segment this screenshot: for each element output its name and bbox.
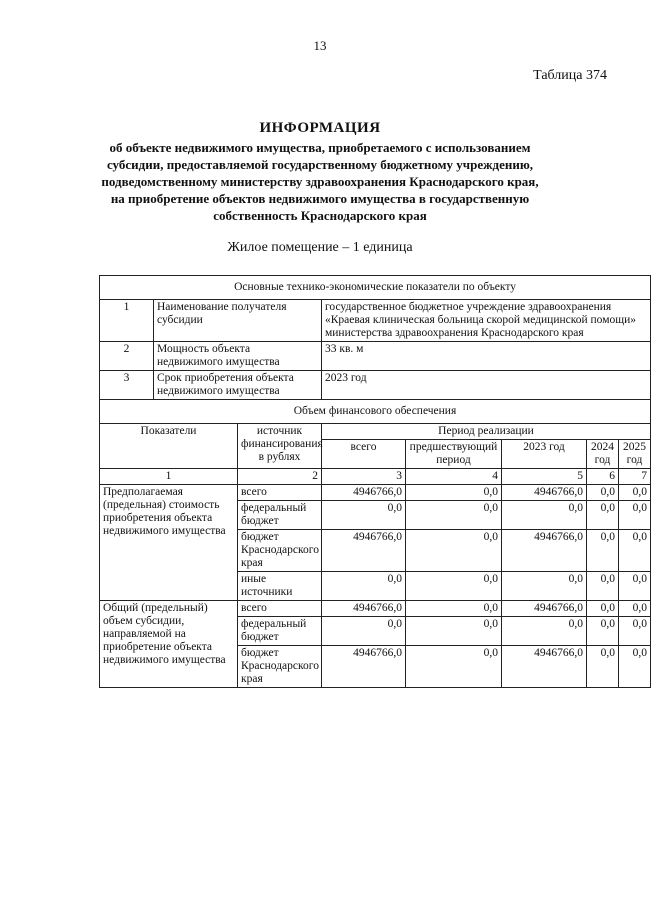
col-number: 4 (406, 469, 502, 485)
col-header-previous: предшествующий период (406, 440, 502, 469)
total-cell: 4946766,0 (322, 646, 406, 688)
row-value: 2023 год (322, 371, 651, 400)
column-number-row (100, 469, 651, 485)
col-number: 5 (502, 469, 587, 485)
col-header-total: всего (322, 440, 406, 469)
previous-cell: 0,0 (406, 601, 502, 617)
source-cell: федеральный бюджет (238, 501, 322, 530)
source-cell: бюджет Краснодарского края (238, 530, 322, 572)
col-number: 7 (619, 469, 651, 485)
group-label: Общий (предельный) объем субсидии, направляемой на приобретение объекта недвижимого имущества (100, 601, 238, 688)
table-label: Таблица 374 (533, 68, 607, 83)
row-label: Срок приобретения объекта недвижимого имущества (154, 371, 322, 400)
row-label: Мощность объекта недвижимого имущества (154, 342, 322, 371)
total-cell: 4946766,0 (322, 601, 406, 617)
col-number: 1 (100, 469, 238, 485)
col-header-indicators: Показатели (100, 424, 238, 469)
y2024-cell: 0,0 (587, 530, 619, 572)
previous-cell: 0,0 (406, 530, 502, 572)
total-cell: 0,0 (322, 501, 406, 530)
row-value: 33 кв. м (322, 342, 651, 371)
source-cell: федеральный бюджет (238, 617, 322, 646)
y2024-cell: 0,0 (587, 617, 619, 646)
y2025-cell: 0,0 (619, 617, 651, 646)
col-number: 3 (322, 469, 406, 485)
y2023-cell: 4946766,0 (502, 530, 587, 572)
previous-cell: 0,0 (406, 617, 502, 646)
info-row (100, 342, 651, 371)
col-header-2023: 2023 год (502, 440, 587, 469)
info-table (99, 275, 651, 688)
y2023-cell: 0,0 (502, 572, 587, 601)
y2023-cell: 0,0 (502, 501, 587, 530)
section1-header-row (100, 276, 651, 300)
y2025-cell: 0,0 (619, 601, 651, 617)
group-label: Предполагаемая (предельная) стоимость приобретения объекта недвижимого имущества (100, 485, 238, 601)
row-number: 2 (100, 342, 154, 371)
y2025-cell: 0,0 (619, 501, 651, 530)
previous-cell: 0,0 (406, 572, 502, 601)
info-row (100, 300, 651, 342)
title-line: субсидии, предоставляемой государственному бюджетному учреждению, (106, 157, 534, 172)
column-header-row (100, 424, 651, 440)
col-number: 2 (238, 469, 322, 485)
finance-row (100, 485, 651, 501)
y2025-cell: 0,0 (619, 572, 651, 601)
source-cell: бюджет Краснодарского края (238, 646, 322, 688)
y2024-cell: 0,0 (587, 646, 619, 688)
previous-cell: 0,0 (406, 501, 502, 530)
row-number: 1 (100, 300, 154, 342)
section1-header: Основные технико-экономические показатели по объекту (100, 276, 651, 300)
y2023-cell: 4946766,0 (502, 601, 587, 617)
title-line: подведомственному министерству здравоохранения Краснодарского края, (101, 174, 539, 189)
col-header-period: Период реализации (322, 424, 651, 440)
col-header-2024: 2024 год (587, 440, 619, 469)
document-title (90, 120, 550, 224)
y2023-cell: 0,0 (502, 617, 587, 646)
source-cell: всего (238, 485, 322, 501)
previous-cell: 0,0 (406, 646, 502, 688)
title-main: ИНФОРМАЦИЯ (259, 120, 381, 136)
section2-header-row (100, 400, 651, 424)
y2023-cell: 4946766,0 (502, 485, 587, 501)
row-label: Наименование получателя субсидии (154, 300, 322, 342)
total-cell: 4946766,0 (322, 530, 406, 572)
page-number: 13 (313, 38, 327, 53)
finance-row (100, 601, 651, 617)
y2025-cell: 0,0 (619, 485, 651, 501)
total-cell: 0,0 (322, 572, 406, 601)
object-subtitle: Жилое помещение – 1 единица (227, 240, 413, 255)
source-cell: иные источники (238, 572, 322, 601)
title-line: собственность Краснодарского края (213, 208, 427, 223)
row-number: 3 (100, 371, 154, 400)
y2024-cell: 0,0 (587, 501, 619, 530)
title-line: на приобретение объектов недвижимого имущества в государственную (110, 191, 530, 206)
info-row (100, 371, 651, 400)
y2024-cell: 0,0 (587, 572, 619, 601)
section2-header: Объем финансового обеспечения (100, 400, 651, 424)
y2024-cell: 0,0 (587, 601, 619, 617)
title-line: об объекте недвижимого имущества, приобретаемого с использованием (109, 140, 531, 155)
row-value: государственное бюджетное учреждение здравоохранения «Краевая клиническая больница скорой медицинской помощи» министерства здравоохранения Краснодарского края (322, 300, 651, 342)
col-header-source: источник финансирования в рублях (238, 424, 322, 469)
source-cell: всего (238, 601, 322, 617)
col-number: 6 (587, 469, 619, 485)
col-header-2025: 2025 год (619, 440, 651, 469)
y2024-cell: 0,0 (587, 485, 619, 501)
y2025-cell: 0,0 (619, 530, 651, 572)
y2023-cell: 4946766,0 (502, 646, 587, 688)
total-cell: 0,0 (322, 617, 406, 646)
y2025-cell: 0,0 (619, 646, 651, 688)
previous-cell: 0,0 (406, 485, 502, 501)
total-cell: 4946766,0 (322, 485, 406, 501)
